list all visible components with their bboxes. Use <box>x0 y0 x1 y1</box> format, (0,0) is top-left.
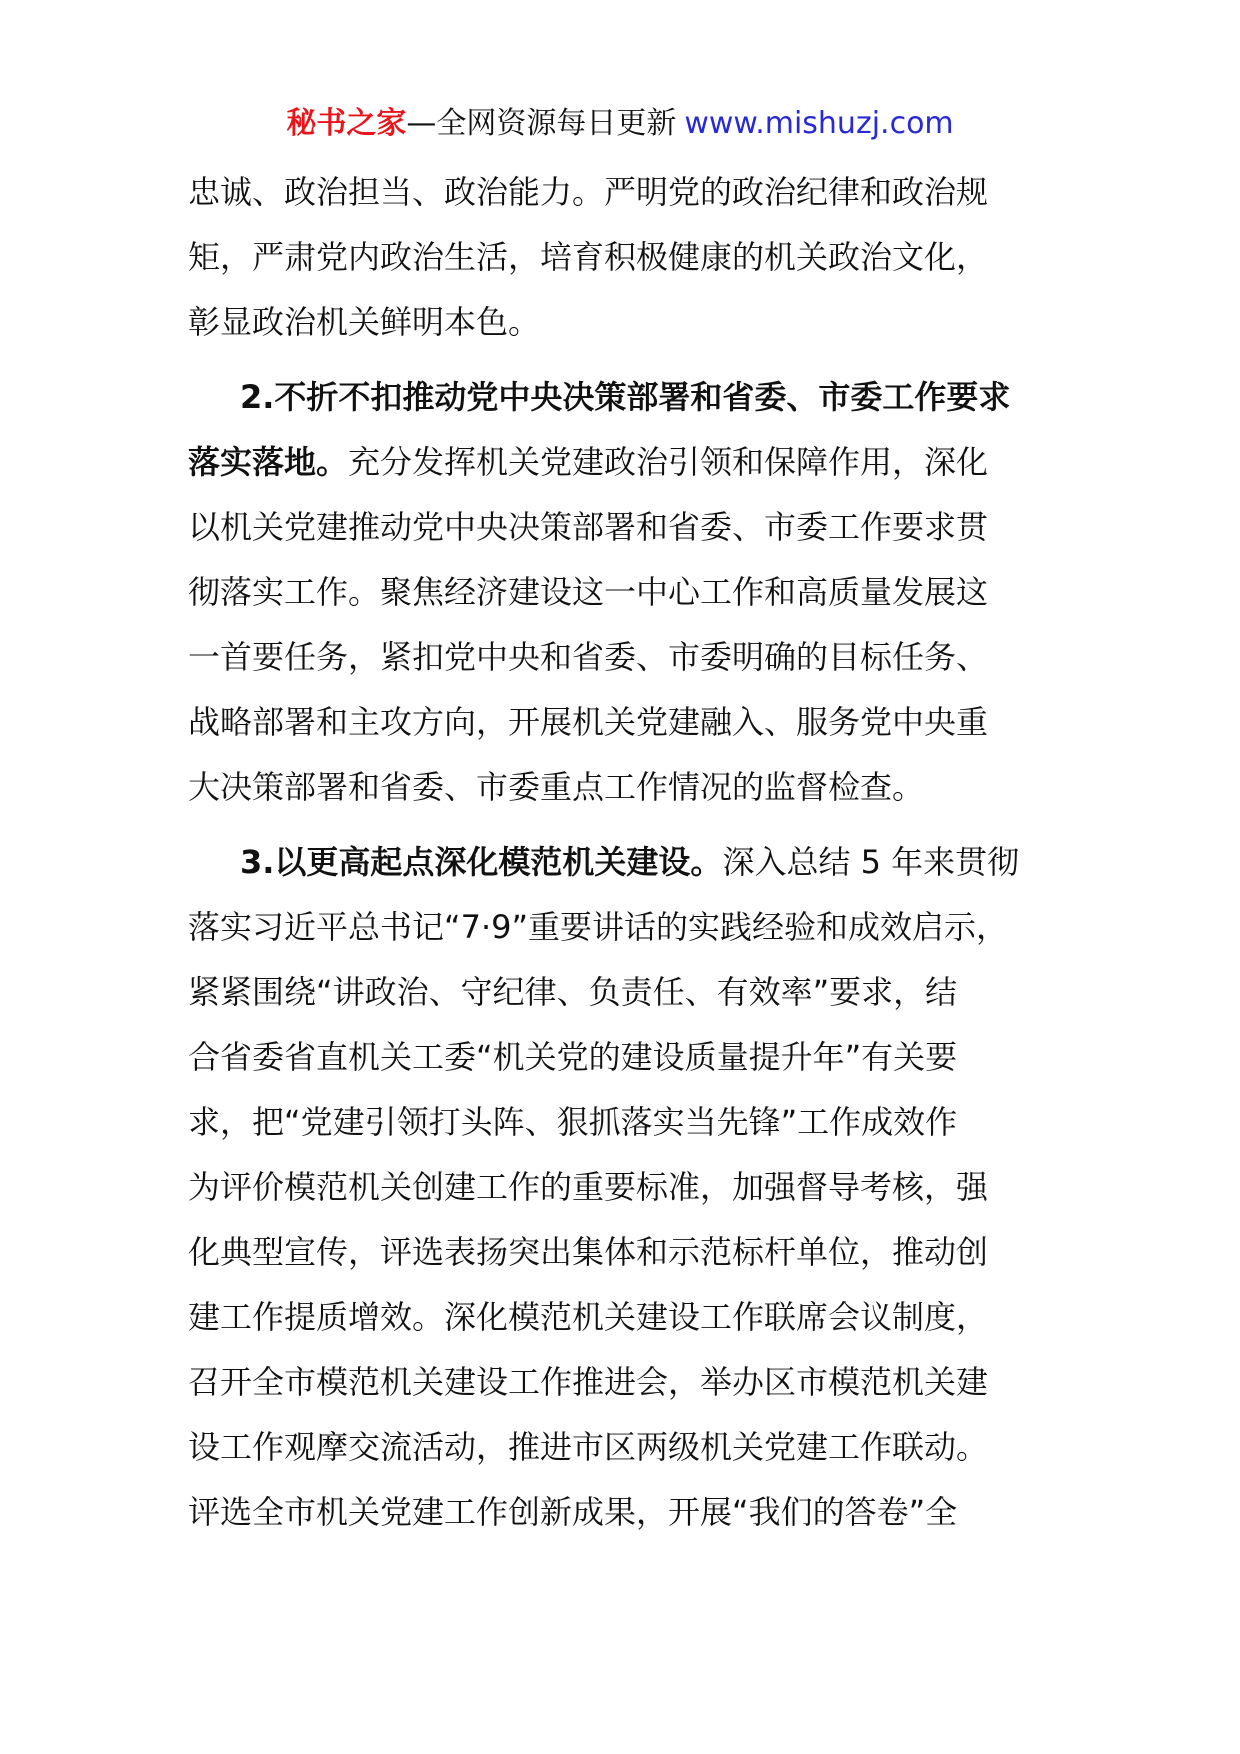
text-line: 落实习近平总书记“7·9”重要讲话的实践经验和成效启示， <box>188 908 1009 946</box>
text-line <box>188 430 1088 495</box>
text-line: 大决策部署和省委、市委重点工作情况的监督检查。 <box>188 768 925 806</box>
text-line: 化典型宣传，评选表扬突出集体和示范标杆单位，推动创 <box>188 1233 989 1271</box>
site-url-link[interactable]: www.mishuzj.com <box>684 106 954 141</box>
text-line: 矩，严肃党内政治生活，培育积极健康的机关政治文化， <box>188 238 989 276</box>
text-line: 以机关党建推动党中央决策部署和省委、市委工作要求贯 <box>188 508 989 546</box>
text-line: 忠诚、政治担当、政治能力。严明党的政治纪律和政治规 <box>188 173 989 211</box>
paragraph-3 <box>188 830 1088 1545</box>
text-line: 一首要任务，紧扣党中央和省委、市委明确的目标任务、 <box>188 638 989 676</box>
text-line: 召开全市模范机关建设工作推进会，举办区市模范机关建 <box>188 1363 989 1401</box>
section-heading-2: 2.不折不扣推动党中央决策部署和省委、市委工作要求 <box>240 378 1011 416</box>
section-heading-3: 3.以更高起点深化模范机关建设。 <box>240 843 723 881</box>
text-line: 设工作观摩交流活动，推进市区两级机关党建工作联动。 <box>188 1428 989 1466</box>
text-line: 评选全市机关党建工作创新成果，开展“我们的答卷”全 <box>188 1493 958 1531</box>
text-line: 紧紧围绕“讲政治、守纪律、负责任、有效率”要求，结 <box>188 973 958 1011</box>
site-tagline: —全网资源每日更新 <box>406 106 677 141</box>
site-brand: 秘书之家 <box>286 106 407 141</box>
text-line: 战略部署和主攻方向，开展机关党建融入、服务党中央重 <box>188 703 989 741</box>
text-line: 彻落实工作。聚焦经济建设这一中心工作和高质量发展这 <box>188 573 989 611</box>
paragraph-1 <box>188 160 1088 355</box>
paragraph-2 <box>188 365 1088 820</box>
text-line: 建工作提质增效。深化模范机关建设工作联席会议制度， <box>188 1298 989 1336</box>
document-body <box>188 160 1088 1545</box>
site-header <box>0 100 1240 148</box>
text-run: 充分发挥机关党建政治引领和保障作用，深化 <box>348 443 989 481</box>
text-line: 为评价模范机关创建工作的重要标准，加强督导考核，强 <box>188 1168 989 1206</box>
text-line: 求，把“党建引领打头阵、狠抓落实当先锋”工作成效作 <box>188 1103 958 1141</box>
text-line: 合省委省直机关工委“机关党的建设质量提升年”有关要 <box>188 1038 958 1076</box>
text-line: 彰显政治机关鲜明本色。 <box>188 303 541 341</box>
text-line <box>188 830 1088 895</box>
text-run: 深入总结 5 年来贯彻 <box>722 843 1020 881</box>
section-heading-2-end: 落实落地。 <box>188 443 349 481</box>
